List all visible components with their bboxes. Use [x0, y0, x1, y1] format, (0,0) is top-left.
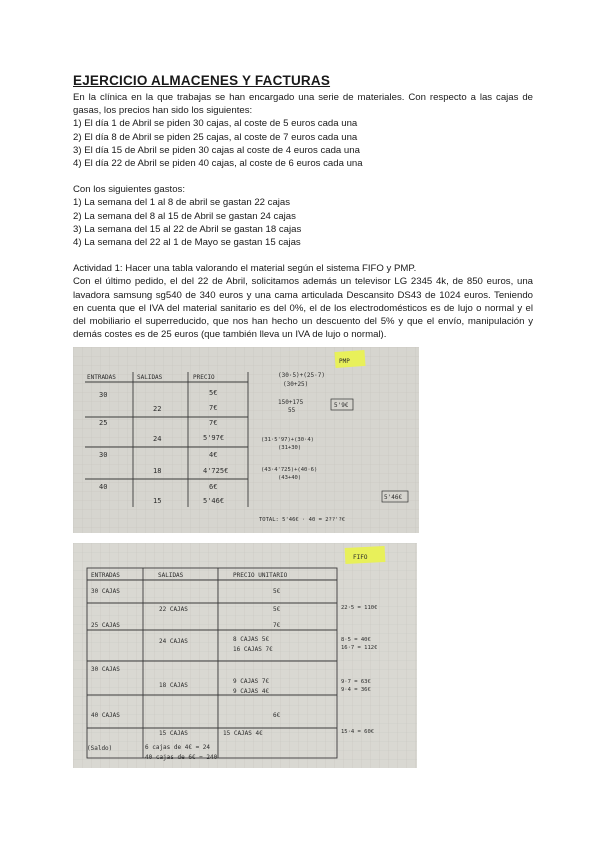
fifo-cell: 22 CAJAS: [159, 606, 188, 613]
fifo-cell: 30 CAJAS: [91, 588, 120, 595]
pmp-cell: 5€: [209, 389, 218, 397]
fifo-cell: 6€: [273, 712, 281, 719]
expense-line: 1) La semana del 1 al 8 de abril se gastan 22 cajas: [73, 197, 291, 209]
fifo-cell: 5€: [273, 606, 281, 613]
fifo-table-photo: [73, 543, 417, 768]
pmp-header: PRECIO: [193, 374, 215, 381]
fifo-cell: 9 CAJAS 7€: [233, 678, 270, 685]
fifo-header: ENTRADAS: [91, 572, 120, 579]
exercise-text: [73, 73, 533, 341]
pmp-calc: 5'46€: [384, 494, 403, 501]
pmp-cell: 24: [153, 435, 162, 443]
pmp-cell: 7€: [209, 419, 218, 427]
fifo-cell: 15 CAJAS: [159, 730, 188, 737]
pmp-cell: 30: [99, 391, 108, 399]
pmp-cell: 5'97€: [203, 434, 225, 442]
last-order-paragraph: Con el último pedido, el del 22 de Abril, solicitamos además un televisor LG 2345 4k, de 850 euros, una lavadora samsung sg540 de 340 euros y una cama articulada Descansito DS43 de 1024 euros. Teniendo en cuenta que el IVA del material sanitario es del 0%, el de los electrodomésticos es de lujo o normal y el del mobiliario el superreducido, que nos han hecho un descuento del 5% y que el envío, manipulación y demás costes es de 25 euros (que también lleva un IVA de lujo o normal).: [73, 276, 533, 341]
pmp-cell: 5'46€: [203, 497, 225, 505]
activity-line: Actividad 1: Hacer una tabla valorando el material según el sistema FIFO y PMP.: [73, 263, 417, 275]
pmp-cell: 4€: [209, 451, 218, 459]
pmp-cell: 22: [153, 405, 162, 413]
fifo-footer: 40 cajas de 6€ = 240: [145, 754, 218, 761]
pmp-cell: 6€: [209, 483, 218, 491]
pmp-calc: (43·4'725)+(40·6): [261, 467, 318, 473]
fifo-note: 9·7 = 63€: [341, 679, 371, 685]
pmp-calc: TOTAL: 5'46€ · 40 = 2??'?€: [259, 517, 346, 523]
fifo-cell: 24 CAJAS: [159, 638, 188, 645]
expense-line: 2) La semana del 8 al 15 de Abril se gastan 24 cajas: [73, 210, 296, 222]
fifo-header: PRECIO UNITARIO: [233, 572, 288, 579]
exercise-title: EJERCICIO ALMACENES Y FACTURAS: [73, 73, 331, 88]
fifo-cell: 15 CAJAS 4€: [223, 730, 263, 737]
fifo-cell: 7€: [273, 622, 281, 629]
pmp-calc: 55: [288, 407, 296, 414]
fifo-note: 9·4 = 36€: [341, 687, 371, 693]
fifo-cell: 8 CAJAS 5€: [233, 636, 270, 643]
pmp-table-photo: [73, 347, 419, 533]
intro-paragraph: En la clínica en la que trabajas se han encargado una serie de materiales. Con respecto a las cajas de gasas, los precios han sido los siguientes:: [73, 92, 533, 117]
pmp-cell: 30: [99, 451, 108, 459]
fifo-cell: 16 CAJAS 7€: [233, 646, 273, 653]
fifo-cell: 25 CAJAS: [91, 622, 120, 629]
pmp-cell: 18: [153, 467, 162, 475]
pmp-cell: 25: [99, 419, 108, 427]
pmp-header: ENTRADAS: [87, 374, 116, 381]
fifo-cell: 30 CAJAS: [91, 666, 120, 673]
fifo-note: 15·4 = 60€: [341, 729, 375, 735]
expense-line: 3) La semana del 15 al 22 de Abril se gastan 18 cajas: [73, 223, 302, 235]
pmp-calc: 150+175: [278, 399, 304, 406]
order-line: 4) El día 22 de Abril se piden 40 cajas, al coste de 6 euros cada una: [73, 158, 363, 170]
order-line: 2) El día 8 de Abril se piden 25 cajas, al coste de 7 euros cada una: [73, 131, 358, 143]
pmp-calc: (43+40): [278, 475, 302, 481]
pmp-cell: 40: [99, 483, 108, 491]
fifo-sticky-note: FIFO: [353, 554, 368, 561]
order-line: 1) El día 1 de Abril se piden 30 cajas, al coste de 5 euros cada una: [73, 118, 358, 130]
pmp-calc: 5'9€: [334, 402, 349, 409]
pmp-sticky-note: PMP: [339, 358, 350, 365]
pmp-sketch: [73, 347, 419, 533]
pmp-cell: 15: [153, 497, 162, 505]
fifo-cell: 9 CAJAS 4€: [233, 688, 270, 695]
pmp-calc: (30·5)+(25·7): [278, 372, 325, 379]
order-line: 3) El día 15 de Abril se piden 30 cajas al coste de 4 euros cada una: [73, 144, 360, 156]
fifo-note: 8·5 = 40€: [341, 637, 371, 643]
fifo-sketch: [73, 543, 417, 768]
pmp-calc: (31+30): [278, 445, 302, 451]
fifo-note: 16·7 = 112€: [341, 645, 378, 651]
fifo-note: 22·5 = 110€: [341, 605, 378, 611]
fifo-header: SALIDAS: [158, 572, 184, 579]
pmp-cell: 4'725€: [203, 467, 229, 475]
fifo-footer: (Saldo): [87, 745, 113, 752]
fifo-cell: 18 CAJAS: [159, 682, 188, 689]
pmp-calc: (30+25): [283, 381, 309, 388]
expense-line: 4) La semana del 22 al 1 de Mayo se gastan 15 cajas: [73, 237, 301, 249]
fifo-cell: 40 CAJAS: [91, 712, 120, 719]
pmp-header: SALIDAS: [137, 374, 163, 381]
expenses-intro: Con los siguientes gastos:: [73, 184, 185, 196]
pmp-cell: 7€: [209, 404, 218, 412]
fifo-cell: 5€: [273, 588, 281, 595]
pmp-calc: (31·5'97)+(30·4): [261, 437, 314, 443]
fifo-footer: 6 cajas de 4€ = 24: [145, 744, 211, 751]
